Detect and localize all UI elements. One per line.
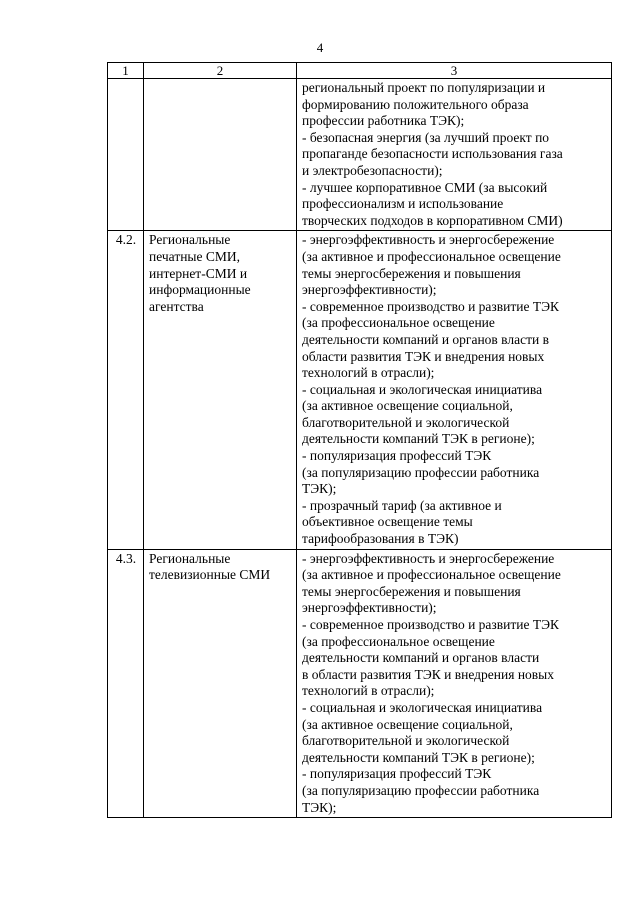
nomination-line: деятельности компаний ТЭК в регионе); xyxy=(302,749,535,765)
category-line: телевизионные СМИ xyxy=(149,567,271,583)
nomination-line: - популяризация профессий ТЭК xyxy=(302,448,492,464)
nomination-line: - социальная и экологическая инициатива xyxy=(302,699,543,715)
table-row xyxy=(108,231,612,549)
nomination-line: деятельности компаний и органов власти в xyxy=(302,331,549,347)
nominations-cell xyxy=(297,79,612,231)
media-category xyxy=(144,549,297,818)
nomination-line: формированию положительного образа xyxy=(302,96,529,112)
nomination-line: региональный проект по популяризации и xyxy=(302,80,546,95)
nomination-line: области развития ТЭК и внедрения новых xyxy=(302,348,545,364)
category-line: информационные xyxy=(149,282,251,298)
nomination-line: (за активное и профессиональное освещение xyxy=(302,248,561,264)
column-header-1: 1 xyxy=(108,63,144,79)
nomination-line: (за активное освещение социальной, xyxy=(302,398,513,414)
nomination-line: темы энергосбережения и повышения xyxy=(302,265,521,281)
nomination-line: профессии работника ТЭК); xyxy=(302,113,465,129)
category-line: агентства xyxy=(149,298,204,314)
nomination-line: (за активное и профессиональное освещение xyxy=(302,567,561,583)
category-line: Региональные xyxy=(149,550,231,566)
nomination-line: (за популяризацию профессии работника xyxy=(302,782,540,798)
nomination-line: благотворительной и экологической xyxy=(302,414,510,430)
nomination-line: пропаганде безопасности использования газа xyxy=(302,146,563,162)
nomination-line: ТЭК); xyxy=(302,481,337,497)
row-number: 4.3. xyxy=(108,549,144,818)
nomination-line: ТЭК); xyxy=(302,799,337,815)
page-number: 4 xyxy=(316,40,324,55)
media-category xyxy=(144,231,297,549)
media-category xyxy=(144,79,297,231)
table-header-row xyxy=(108,63,612,79)
nominations-cell xyxy=(297,231,612,549)
nomination-line: в области развития ТЭК и внедрения новых xyxy=(302,666,554,682)
nomination-line: объективное освещение темы xyxy=(302,514,473,530)
nomination-line: деятельности компаний ТЭК в регионе); xyxy=(302,431,535,447)
category-line: Региональные xyxy=(149,232,231,248)
nomination-line: - социальная и экологическая инициатива xyxy=(302,381,543,397)
nomination-line: энергоэффективности); xyxy=(302,282,437,298)
row-number xyxy=(108,79,144,231)
nominations-cell xyxy=(297,549,612,818)
column-header-3: 3 xyxy=(297,63,612,79)
table-row xyxy=(108,549,612,818)
nomination-line: деятельности компаний и органов власти xyxy=(302,650,540,666)
nomination-line: профессионализм и использование xyxy=(302,196,504,212)
nomination-line: - энергоэффективность и энергосбережение xyxy=(302,550,555,566)
nomination-line: - современное производство и развитие ТЭК xyxy=(302,617,560,632)
category-line: печатные СМИ, xyxy=(149,248,241,264)
nomination-line: (за профессиональное освещение xyxy=(302,633,495,649)
nomination-line: (за активное освещение социальной, xyxy=(302,716,513,732)
nomination-line: - безопасная энергия (за лучший проект по xyxy=(302,129,550,145)
nomination-line: творческих подходов в корпоративном СМИ) xyxy=(302,212,563,228)
nomination-line: технологий в отрасли); xyxy=(302,365,435,381)
nomination-line: благотворительной и экологической xyxy=(302,733,510,749)
table-row xyxy=(108,79,612,231)
nomination-line: (за профессиональное освещение xyxy=(302,315,495,331)
nomination-line: - лучшее корпоративное СМИ (за высокий xyxy=(302,179,548,195)
nomination-line: - прозрачный тариф (за активное и xyxy=(302,497,502,513)
nomination-line: - энергоэффективность и энергосбережение xyxy=(302,232,555,248)
row-number: 4.2. xyxy=(108,231,144,549)
nomination-line: энергоэффективности); xyxy=(302,600,437,616)
nomination-line: технологий в отрасли); xyxy=(302,683,435,699)
nomination-table xyxy=(107,62,612,818)
nomination-line: (за популяризацию профессии работника xyxy=(302,464,540,480)
nomination-line: - популяризация профессий ТЭК xyxy=(302,766,492,782)
nomination-line: и электробезопасности); xyxy=(302,162,443,178)
column-header-2: 2 xyxy=(144,63,297,79)
nomination-line: тарифообразования в ТЭК) xyxy=(302,531,459,547)
nomination-line: темы энергосбережения и повышения xyxy=(302,583,521,599)
category-line: интернет-СМИ и xyxy=(149,265,248,281)
nomination-line: - современное производство и развитие ТЭК xyxy=(302,298,560,314)
